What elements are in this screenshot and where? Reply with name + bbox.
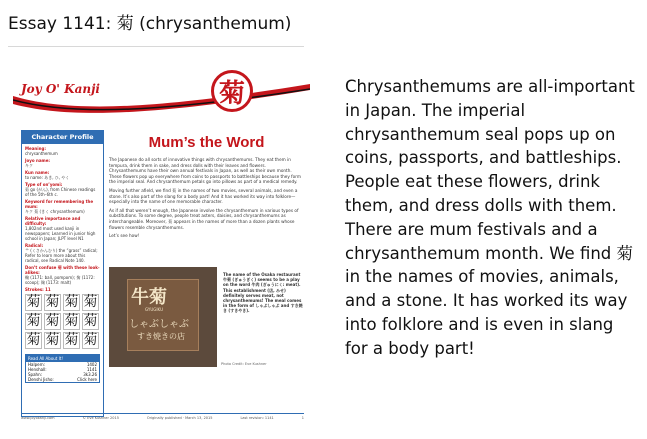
read-row-name: Halpern: [28,362,46,367]
sidebar-label: Meaning: [25,146,46,151]
document-thumbnail [13,62,310,427]
read-row-value: 1402 [86,362,97,367]
sidebar-label: Radical: [25,243,44,248]
sidebar-value: キク [25,163,33,168]
emblem-kanji: 菊 [218,78,245,109]
stroke-order-cell: 菊 [64,313,79,329]
stroke-order-cell: 菊 [45,332,60,348]
footer-item: © Eve Kushner 2015 [82,416,119,420]
sidebar-heading: Character Profile [22,131,103,144]
essay-title: Essay 1141: 菊 (chrysanthemum) [8,14,292,34]
read-row-value: 3k3.26 [83,372,97,377]
sidebar-value: 艹 (くさかんむり) the “grass” radical; Refer to learn more about this radical, see Radical Note 140. [25,248,98,263]
restaurant-photo [109,267,217,367]
stroke-order-cell: 菊 [45,313,60,329]
document-footer [21,413,304,420]
footer-item: www.joyokanji.com [21,416,55,420]
article-paragraph: Moving further afield, we find 菊 in the names of two movies, several animals, and even a stone. It’s also part of the slang for a body part! And it has worked its way into folklore—especially into the name of one memorable character. [109,187,298,205]
sidebar-value: 菊 go (がん), from Chinese readings of the 5th–6th c. [25,187,96,197]
sidebar-label: Strokes: 11 [25,287,51,292]
read-row [26,377,99,382]
read-row-name: Spahn: [28,372,42,377]
stroke-order-cell: 菊 [64,294,79,310]
sidebar-label: Kun name: [25,170,50,175]
footer-item: Originally published · March 13, 2015 [146,416,213,420]
stroke-order-cell: 菊 [83,294,98,310]
sidebar-value: 1,802nd most used kanji in newspapers; Learned in junior high school in Japan; JLPT level N1 [25,226,96,241]
article-paragraph: Let’s see how! [109,233,140,239]
sidebar-value: to name: あき, ひ, やく [25,175,70,180]
character-profile-sidebar [21,130,104,417]
photo-sign-line1: しゃぶしゃぶ [129,319,189,330]
read-row-value: Click here [77,377,97,382]
stroke-order-cell: 菊 [26,313,41,329]
sidebar-label: Don’t confuse 菊 with these look-alikes: [25,265,100,275]
read-row-name: Denshi Jisho: [28,377,54,382]
read-heading: Read All About It! [26,355,99,362]
sidebar-label: Keyword for remembering the mum: [25,199,94,209]
article-title: Mum’s the Word [148,134,265,151]
sidebar-label: Joyo name: [25,158,51,163]
title-divider [8,46,304,47]
photo-sign-line2: すき焼きの店 [137,332,185,341]
photo-credit: Photo Credit: Eve Kushner [221,362,267,366]
stroke-order-cell: 菊 [45,294,60,310]
sidebar-label: Relative importance and difficulty: [25,216,81,226]
stroke-order-cell: 菊 [64,332,79,348]
photo-sign-roman: GYUGIKU [145,307,163,312]
photo-sign-big: 牛菊 [131,287,167,308]
article-paragraph: As if all that weren’t enough, the Japanese involve the chrysanthemum in various types of substitutions. To some degree, people treat asters, daisies, and chrysanthemums as interchangeable. Moreover, 菊 appears in the names of more than a dozen plants whose flowers resemble chrysanthemums. [109,207,299,230]
stroke-order-cell: 菊 [83,332,98,348]
sidebar-value: キク 菊 (きく chrysanthemum) [25,209,85,214]
kanji-emblem [211,70,253,112]
stroke-order-cell: 菊 [26,294,41,310]
sidebar-value: chrysanthemum [25,151,58,156]
read-all-about-it [25,354,100,383]
photo-caption: The name of the Osaka restaurant 牛菊 (ぎゅうぎく) seems to be a play on the word 牛肉 (ぎゅうにく: meat). This establishment (店, みせ) definitely serves meat, not chrysanthemums! The meal comes in the form of しゃぶしゃぶ and すき焼き (すきやき). [223,272,303,314]
sidebar-value: 鞠 (1171: ball, pompom); 掬 (1172: scoop); 麹 (1173: malt) [25,275,95,285]
footer-item: Last revision: 1141 [240,416,274,420]
essay-summary: Chrysanthemums are all-important in Japan. The imperial chrysanthemum seal pops up on coins, passports, and battleships. People eat these flowers, drink them, and dress dolls with them. There are mum festivals and a chrysanthemum month. We find 菊 in the names of movies, animals, and a stone. It has worked its way into folklore and is even in slang for a body part! [345,77,635,358]
article-body [109,157,304,242]
read-row-value: 1141 [86,367,97,372]
read-rows [26,362,99,382]
read-row-name: Henshall: [28,367,47,372]
stroke-order-grid [22,292,103,351]
article-paragraph: The Japanese do all sorts of innovative things with chrysanthemums. They eat them in tempura, drink them in sake, and dress dolls with their leaves and flowers. Chrysanthemums have their own annual festivals in Japan, as well as their own month. These flowers pop up everywhere from coins to passports to battleships because they form the imperial seal. And chrysanthemum petals go into pillows as part of a medical remedy. [109,157,301,185]
sidebar-label: Type of on’yomi: [25,182,63,187]
footer-item: 1 [301,416,304,420]
stroke-order-cell: 菊 [83,313,98,329]
sidebar-rows [22,146,103,292]
stroke-order-cell: 菊 [26,332,41,348]
joy-o-kanji-logo: Joy O' Kanji [21,82,100,96]
